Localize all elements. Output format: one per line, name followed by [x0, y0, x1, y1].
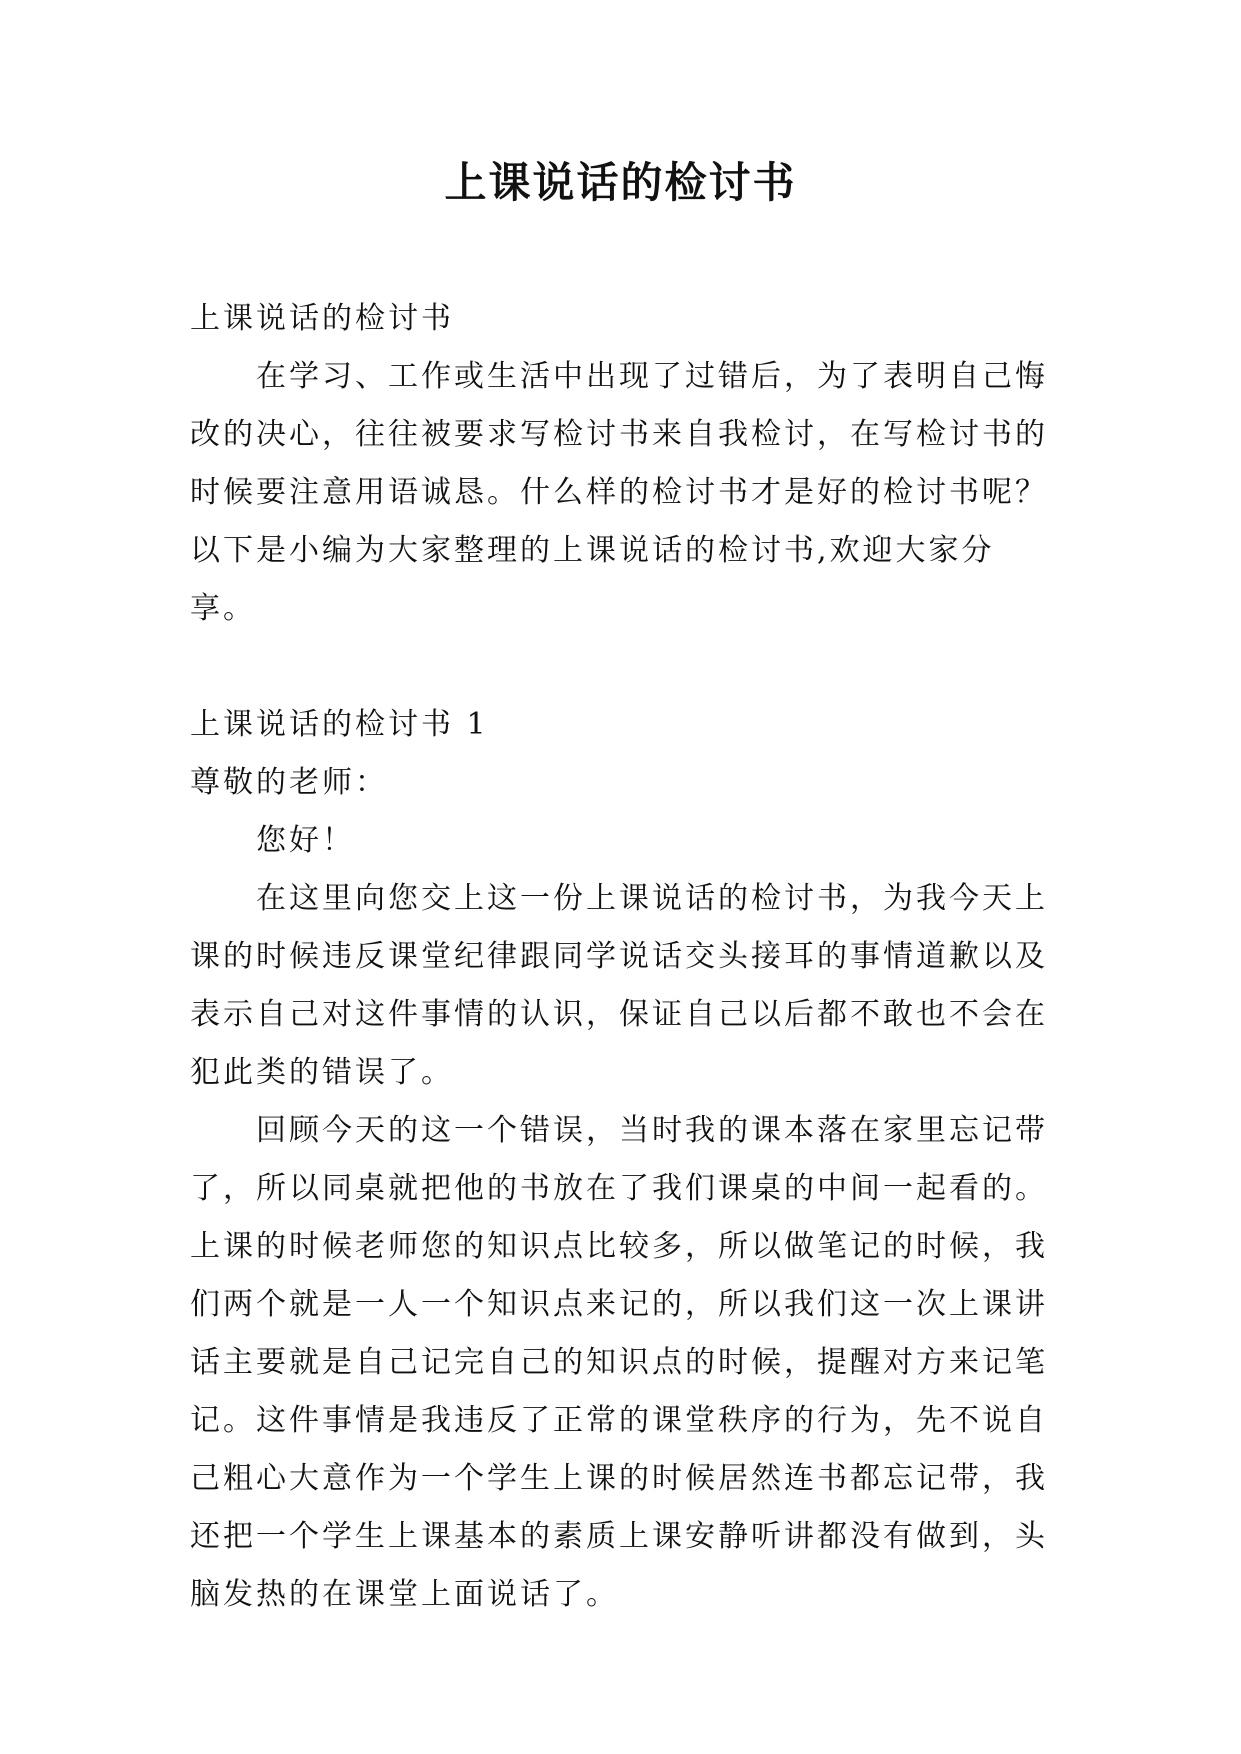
intro-paragraph: 在学习、工作或生活中出现了过错后，为了表明自己悔改的决心，往往被要求写检讨书来自我检讨，在写检讨书的时候要注意用语诚恳。什么样的检讨书才是好的检讨书呢？以下是小编为大家整理的上课说话的检讨书,欢迎大家分享。	[190, 359, 1048, 626]
document-title: 上课说话的检讨书	[444, 158, 797, 207]
greeting: 您好！	[256, 823, 355, 858]
body-paragraph-1: 在这里向您交上这一份上课说话的检讨书，为我今天上课的时候违反课堂纪律跟同学说话交头接耳的事情道歉以及表示自己对这件事情的认识，保证自己以后都不敢也不会在犯此类的错误了。	[190, 881, 1048, 1090]
section-heading: 上课说话的检讨书 1	[190, 707, 489, 742]
salutation: 尊敬的老师：	[190, 765, 388, 800]
document-subtitle: 上课说话的检讨书	[190, 301, 454, 336]
document-body	[190, 290, 1060, 1624]
body-paragraph-2: 回顾今天的这一个错误，当时我的课本落在家里忘记带了，所以同桌就把他的书放在了我们课桌的中间一起看的。上课的时候老师您的知识点比较多，所以做笔记的时候，我们两个就是一人一个知识点来记的，所以我们这一次上课讲话主要就是自己记完自己的知识点的时候，提醒对方来记笔记。这件事情是我违反了正常的课堂秩序的行为，先不说自己粗心大意作为一个学生上课的时候居然连书都忘记带，我还把一个学生上课基本的素质上课安静听讲都没有做到，头脑发热的在课堂上面说话了。	[190, 1113, 1048, 1612]
section-spacer	[190, 638, 1060, 696]
